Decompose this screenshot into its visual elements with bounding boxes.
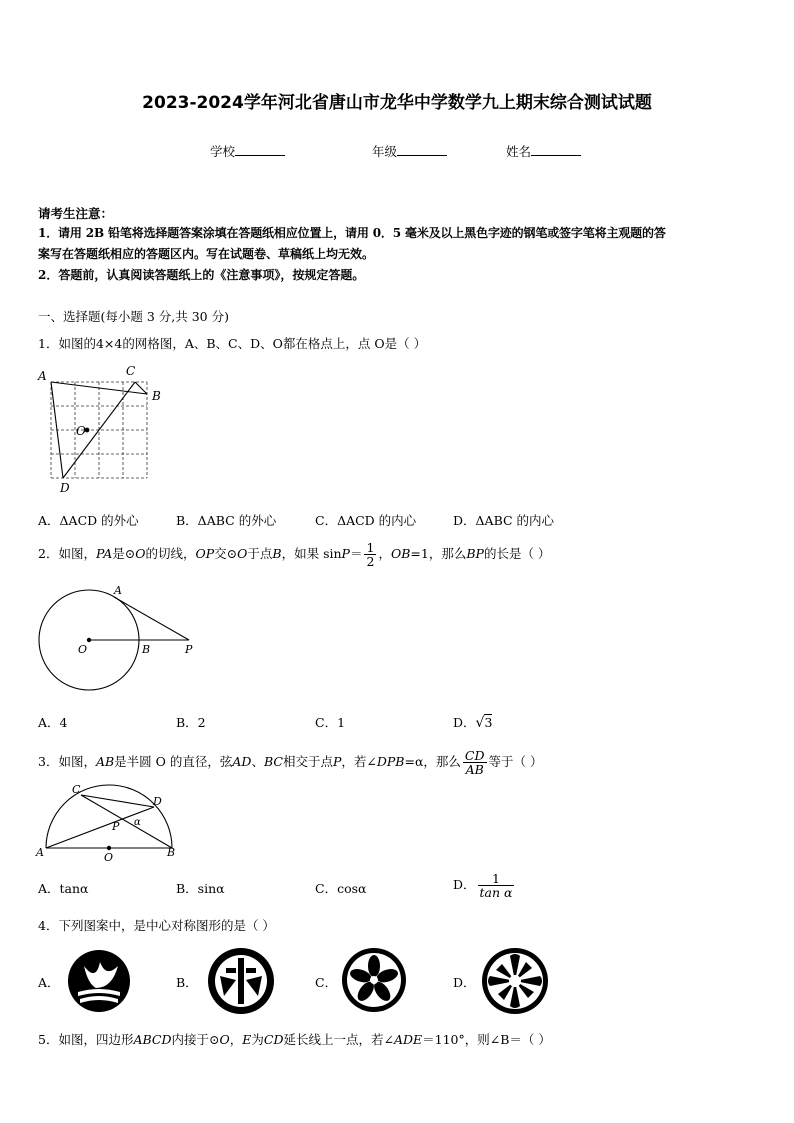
q3-option-a: A．tanα bbox=[38, 881, 89, 896]
svg-text:A: A bbox=[38, 369, 47, 383]
notice-item-1: 1．请用 2B 铅笔将选择题答案涂填在答题纸相应位置上，请用 0．5 毫米及以上黑色字迹的钢笔或签字笔将主观题的答 bbox=[38, 226, 666, 240]
question-2-stem: 2．如图，PA是⊙O的切线，OP交⊙O于点B，如果 sinP＝ $\frac{1}{2}$ ，OB=1，那么BP的长是（ ） bbox=[38, 539, 551, 569]
q3-option-b: B．sinα bbox=[176, 881, 225, 896]
svg-text:B: B bbox=[142, 643, 151, 656]
grade-field: 年级 bbox=[372, 142, 447, 160]
q2-option-a: A．4 bbox=[38, 715, 68, 730]
svg-text:A: A bbox=[36, 846, 44, 859]
question-4-stem: 4．下列图案中，是中心对称图形的是（ ） bbox=[38, 918, 275, 933]
q3-option-c: C．cosα bbox=[315, 881, 367, 896]
q4-option-d: D． bbox=[453, 975, 476, 990]
svg-text:A: A bbox=[114, 584, 122, 597]
notice-heading: 请考生注意： bbox=[38, 206, 114, 221]
q3-semicircle-figure bbox=[34, 780, 184, 865]
q1-option-c: C．ΔACD 的内心 bbox=[315, 513, 417, 528]
svg-text:C: C bbox=[72, 783, 81, 796]
page-title: 2023-2024学年河北省唐山市龙华中学数学九上期末综合测试试题 bbox=[142, 93, 652, 113]
svg-text:P: P bbox=[112, 820, 120, 833]
q2-circle-figure bbox=[34, 580, 204, 698]
question-1-stem: 1．如图的4×4的网格图，A、B、C、D、O都在格点上，点 O是（ ） bbox=[38, 336, 427, 351]
section-heading: 一、选择题(每小题 3 分,共 30 分) bbox=[38, 309, 229, 324]
svg-text:D: D bbox=[153, 795, 162, 808]
svg-text:B: B bbox=[167, 846, 176, 859]
q1-grid-figure bbox=[34, 362, 169, 497]
question-5-stem: 5．如图，四边形ABCD内接于⊙O，E为CD延长线上一点，若∠ADE＝110°，则∠B＝（ ） bbox=[38, 1032, 551, 1047]
q1-option-b: B．ΔABC 的外心 bbox=[176, 513, 277, 528]
svg-text:O: O bbox=[78, 643, 88, 656]
q3-option-d: D． $\frac{1}{\text{tan α}}$ bbox=[453, 870, 513, 900]
school-field: 学校 bbox=[210, 142, 285, 160]
q4-emblem-d bbox=[480, 946, 550, 1016]
q1-option-a: A．ΔACD 的外心 bbox=[38, 513, 139, 528]
svg-text:O: O bbox=[76, 424, 86, 438]
q4-option-b: B． bbox=[176, 975, 198, 990]
q4-emblem-c bbox=[340, 946, 408, 1014]
svg-text:O: O bbox=[104, 851, 114, 864]
q4-emblem-a bbox=[66, 948, 132, 1014]
q4-emblem-b bbox=[206, 946, 276, 1016]
name-field: 姓名 bbox=[506, 142, 581, 160]
q2-option-b: B．2 bbox=[176, 715, 206, 730]
svg-text:P: P bbox=[185, 643, 193, 656]
notice-item-2: 2．答题前，认真阅读答题纸上的《注意事项》，按规定答题。 bbox=[38, 268, 365, 282]
q4-option-a: A． bbox=[38, 975, 60, 990]
svg-text:B: B bbox=[152, 389, 161, 403]
notice-item-1-cont: 案写在答题纸相应的答题区内。写在试题卷、草稿纸上均无效。 bbox=[38, 247, 375, 261]
q2-option-c: C．1 bbox=[315, 715, 346, 730]
q2-option-d: D．√3 bbox=[453, 715, 493, 731]
svg-text:C: C bbox=[126, 364, 136, 378]
question-3-stem: 3．如图，AB是半圆 O 的直径，弦AD、BC相交于点P，若∠DPB=α，那么 $\frac{CD}{AB}$ 等于（ ） bbox=[38, 747, 543, 777]
q4-option-c: C． bbox=[315, 975, 338, 990]
svg-text:α: α bbox=[134, 817, 141, 828]
svg-text:D: D bbox=[60, 481, 70, 495]
q1-option-d: D．ΔABC 的内心 bbox=[453, 513, 555, 528]
